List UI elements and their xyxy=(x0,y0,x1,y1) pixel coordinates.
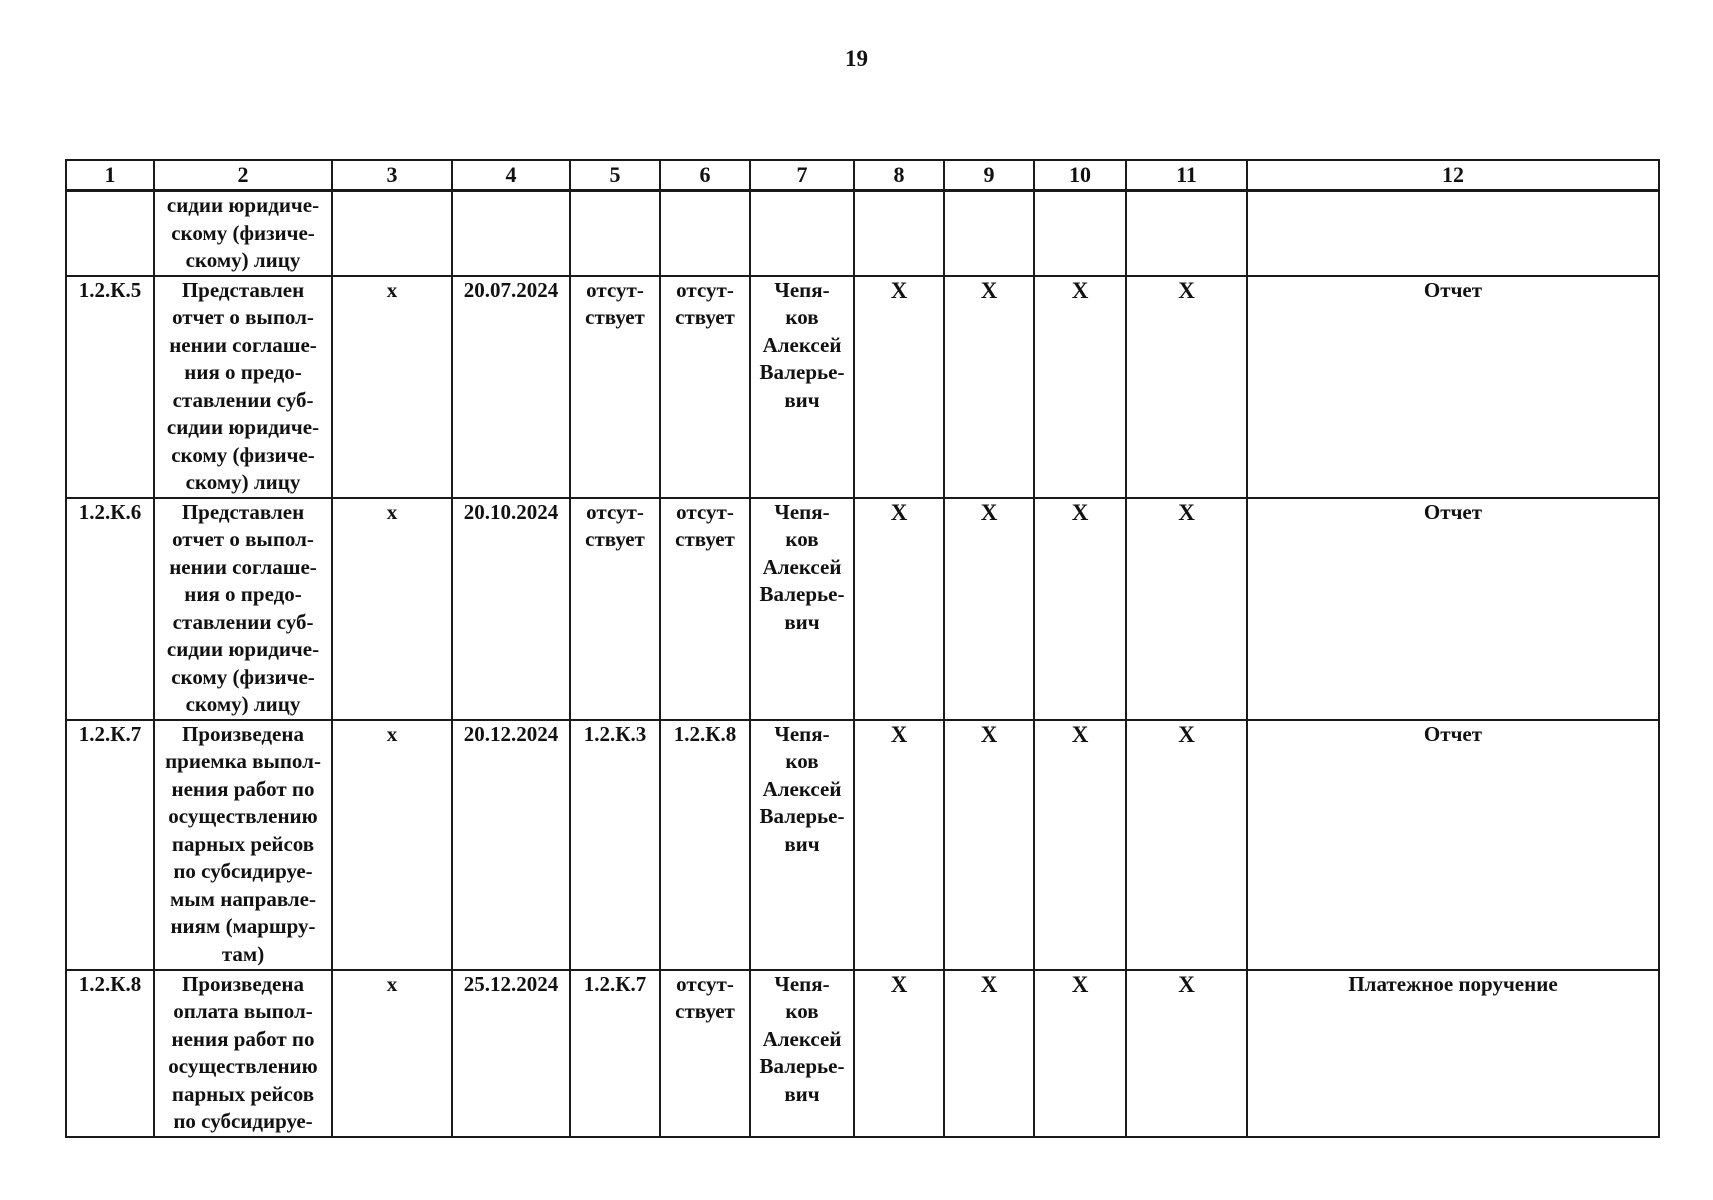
table-body xyxy=(66,191,1659,1137)
cell-description: Произведена приемка выпол- нения работ по осуществлению парных рейсов по субсидируе- мым направле- ниям (маршру- там) xyxy=(154,720,332,970)
cell-description: сидии юридиче- скому (физиче- скому) лицу xyxy=(154,191,332,276)
cell-prev: отсут- ствует xyxy=(570,276,660,498)
cell-x xyxy=(944,191,1034,276)
cell-x xyxy=(1126,191,1247,276)
column-header: 1 xyxy=(66,160,154,191)
cell-x xyxy=(1034,191,1126,276)
cell-responsible: Чепя- ков Алексей Валерье- вич xyxy=(750,970,854,1137)
column-header: 5 xyxy=(570,160,660,191)
cell-code: 1.2.К.5 xyxy=(66,276,154,498)
cell-x: X xyxy=(854,498,944,720)
column-header: 9 xyxy=(944,160,1034,191)
cell-code: 1.2.К.6 xyxy=(66,498,154,720)
column-header: 2 xyxy=(154,160,332,191)
cell-mark: х xyxy=(332,276,452,498)
cell-prev: 1.2.К.7 xyxy=(570,970,660,1137)
cell-code: 1.2.К.7 xyxy=(66,720,154,970)
cell-next: отсут- ствует xyxy=(660,970,750,1137)
cell-date: 20.07.2024 xyxy=(452,276,570,498)
cell-x: X xyxy=(1126,970,1247,1137)
cell-x: X xyxy=(944,276,1034,498)
column-header: 8 xyxy=(854,160,944,191)
cell-mark: х xyxy=(332,720,452,970)
table-row xyxy=(66,720,1659,970)
cell-document xyxy=(1247,191,1659,276)
cell-mark: х xyxy=(332,498,452,720)
table-row xyxy=(66,970,1659,1137)
cell-mark: х xyxy=(332,970,452,1137)
cell-x: X xyxy=(1034,720,1126,970)
cell-x: X xyxy=(1034,498,1126,720)
cell-document: Платежное поручение xyxy=(1247,970,1659,1137)
cell-x: X xyxy=(1126,276,1247,498)
cell-responsible: Чепя- ков Алексей Валерье- вич xyxy=(750,276,854,498)
cell-code xyxy=(66,191,154,276)
column-header: 12 xyxy=(1247,160,1659,191)
column-header: 10 xyxy=(1034,160,1126,191)
cell-responsible: Чепя- ков Алексей Валерье- вич xyxy=(750,720,854,970)
cell-mark xyxy=(332,191,452,276)
header-row xyxy=(66,160,1659,191)
cell-next: отсут- ствует xyxy=(660,498,750,720)
cell-date: 20.12.2024 xyxy=(452,720,570,970)
cell-responsible: Чепя- ков Алексей Валерье- вич xyxy=(750,498,854,720)
column-header: 11 xyxy=(1126,160,1247,191)
table-row xyxy=(66,498,1659,720)
cell-prev: 1.2.К.3 xyxy=(570,720,660,970)
cell-description: Представлен отчет о выпол- нении соглаше- ния о предо- ставлении суб- сидии юридиче- скому (физиче- скому) лицу xyxy=(154,276,332,498)
cell-x: X xyxy=(944,720,1034,970)
cell-description: Произведена оплата выпол- нения работ по осуществлению парных рейсов по субсидируе- xyxy=(154,970,332,1137)
page-number: 19 xyxy=(845,46,868,71)
cell-document: Отчет xyxy=(1247,276,1659,498)
cell-x: X xyxy=(944,498,1034,720)
cell-responsible xyxy=(750,191,854,276)
cell-document: Отчет xyxy=(1247,498,1659,720)
table-row xyxy=(66,276,1659,498)
column-header: 7 xyxy=(750,160,854,191)
cell-date: 25.12.2024 xyxy=(452,970,570,1137)
column-header: 3 xyxy=(332,160,452,191)
cell-x: X xyxy=(944,970,1034,1137)
cell-x: X xyxy=(1034,970,1126,1137)
cell-x: X xyxy=(1034,276,1126,498)
cell-x xyxy=(854,191,944,276)
cell-next xyxy=(660,191,750,276)
column-header: 4 xyxy=(452,160,570,191)
cell-prev: отсут- ствует xyxy=(570,498,660,720)
cell-document: Отчет xyxy=(1247,720,1659,970)
plan-table xyxy=(65,159,1660,1138)
column-header: 6 xyxy=(660,160,750,191)
cell-date: 20.10.2024 xyxy=(452,498,570,720)
cell-prev xyxy=(570,191,660,276)
table-row xyxy=(66,191,1659,276)
cell-x: X xyxy=(854,276,944,498)
cell-next: 1.2.К.8 xyxy=(660,720,750,970)
cell-next: отсут- ствует xyxy=(660,276,750,498)
cell-date xyxy=(452,191,570,276)
cell-x: X xyxy=(1126,498,1247,720)
cell-x: X xyxy=(1126,720,1247,970)
cell-description: Представлен отчет о выпол- нении соглаше- ния о предо- ставлении суб- сидии юридиче- скому (физиче- скому) лицу xyxy=(154,498,332,720)
cell-x: X xyxy=(854,970,944,1137)
cell-code: 1.2.К.8 xyxy=(66,970,154,1137)
cell-x: X xyxy=(854,720,944,970)
